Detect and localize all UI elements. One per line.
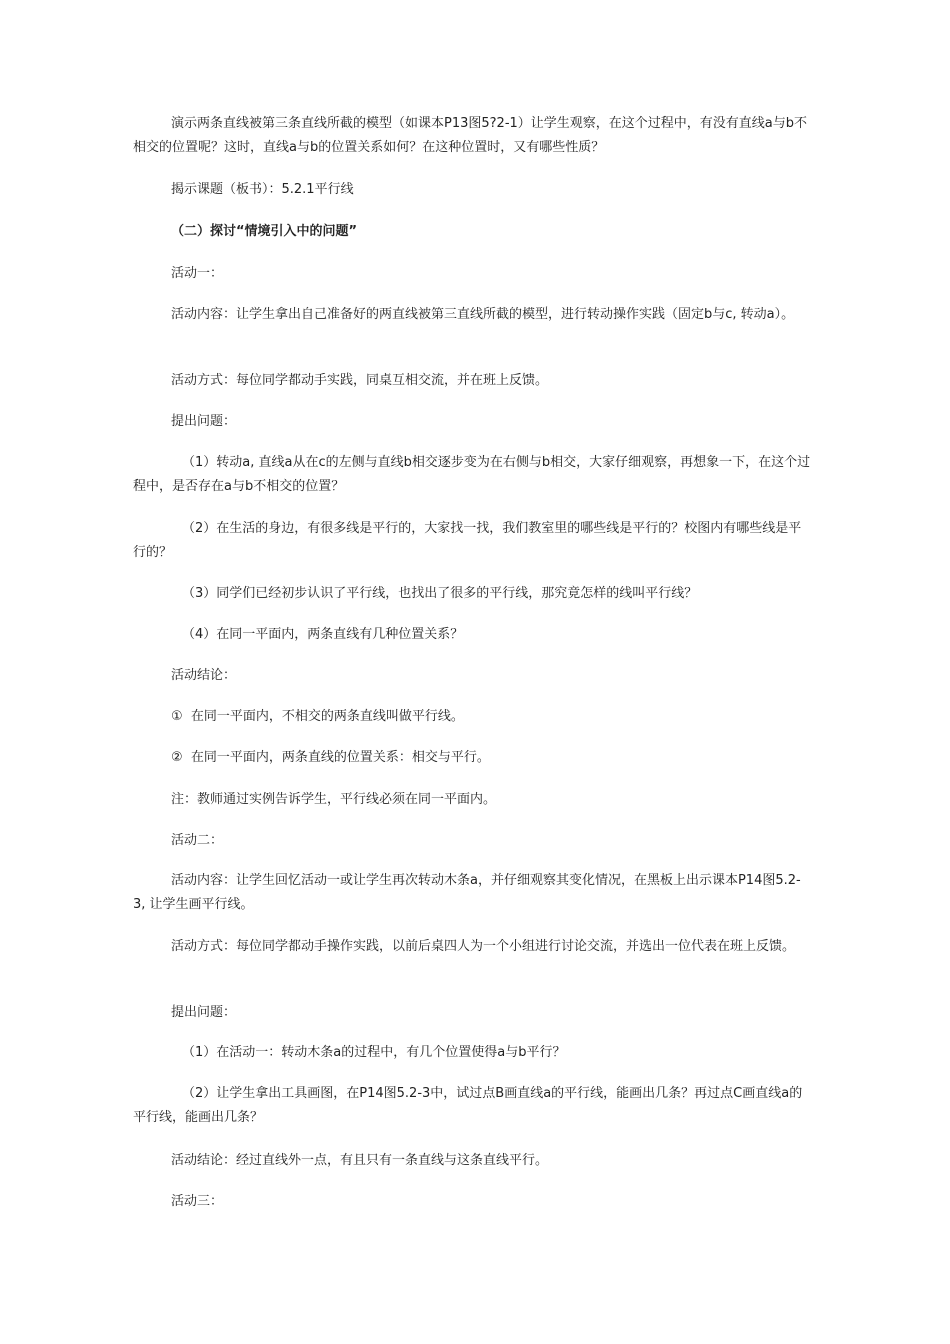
activity-two-question-2: （2）让学生拿出工具画图，在P14图5.2-3中，试过点B画直线a的平行线，能画出几条？再过点C画直线a的平行线，能画出几条？ [133, 1086, 803, 1125]
activity-three-heading: 活动三： [171, 1194, 224, 1209]
activity-one-heading: 活动一： [171, 266, 224, 281]
activity-one-questions-label: 提出问题： [171, 414, 237, 429]
activity-one-question-3: （3）同学们已经初步认识了平行线，也找出了很多的平行线，那究竟怎样的线叫平行线？ [182, 586, 698, 601]
teacher-note: 注：教师通过实例告诉学生，平行线必须在同一平面内。 [171, 792, 497, 807]
paragraph-topic: 揭示课题（板书）：5.2.1平行线 [171, 182, 354, 197]
activity-two-method: 活动方式：每位同学都动手操作实践，以前后桌四人为一个小组进行讨论交流，并选出一位代表在班上反馈。 [171, 939, 796, 954]
activity-one-conclusion-label: 活动结论： [171, 668, 237, 683]
activity-two-question-1: （1）在活动一：转动木条a的过程中，有几个位置使得a与b平行？ [182, 1045, 566, 1060]
section-heading: （二）探讨“情境引入中的问题” [171, 224, 358, 239]
activity-two-heading: 活动二： [171, 833, 224, 848]
activity-two-content: 活动内容：让学生回忆活动一或让学生再次转动木条a，并仔细观察其变化情况，在黑板上出示课本P14图5.2-3, 让学生画平行线。 [133, 873, 801, 912]
activity-two-questions-label: 提出问题： [171, 1005, 237, 1020]
activity-one-question-1: （1）转动a, 直线a从在c的左侧与直线b相交逐步变为在右侧与b相交，大家仔细观察，再想象一下，在这个过程中，是否存在a与b不相交的位置？ [133, 455, 811, 494]
activity-one-method: 活动方式：每位同学都动手实践，同桌互相交流，并在班上反馈。 [171, 373, 549, 388]
conclusion-item-1: ① 在同一平面内，不相交的两条直线叫做平行线。 [171, 709, 464, 724]
activity-one-question-2: （2）在生活的身边，有很多线是平行的，大家找一找，我们教室里的哪些线是平行的？校图内有哪些线是平行的？ [133, 521, 802, 560]
activity-one-question-4: （4）在同一平面内，两条直线有几种位置关系？ [182, 627, 464, 642]
activity-two-conclusion: 活动结论：经过直线外一点，有且只有一条直线与这条直线平行。 [171, 1153, 549, 1168]
activity-one-content: 活动内容：让学生拿出自己准备好的两直线被第三直线所截的模型，进行转动操作实践（固定b与c, 转动a）。 [171, 307, 795, 322]
paragraph-intro: 演示两条直线被第三条直线所截的模型（如课本P13图5?2-1）让学生观察，在这个过程中，有没有直线a与b不相交的位置呢？这时，直线a与b的位置关系如何？在这种位置时，又有哪些性质？ [133, 116, 808, 155]
conclusion-item-2: ② 在同一平面内，两条直线的位置关系：相交与平行。 [171, 750, 490, 765]
